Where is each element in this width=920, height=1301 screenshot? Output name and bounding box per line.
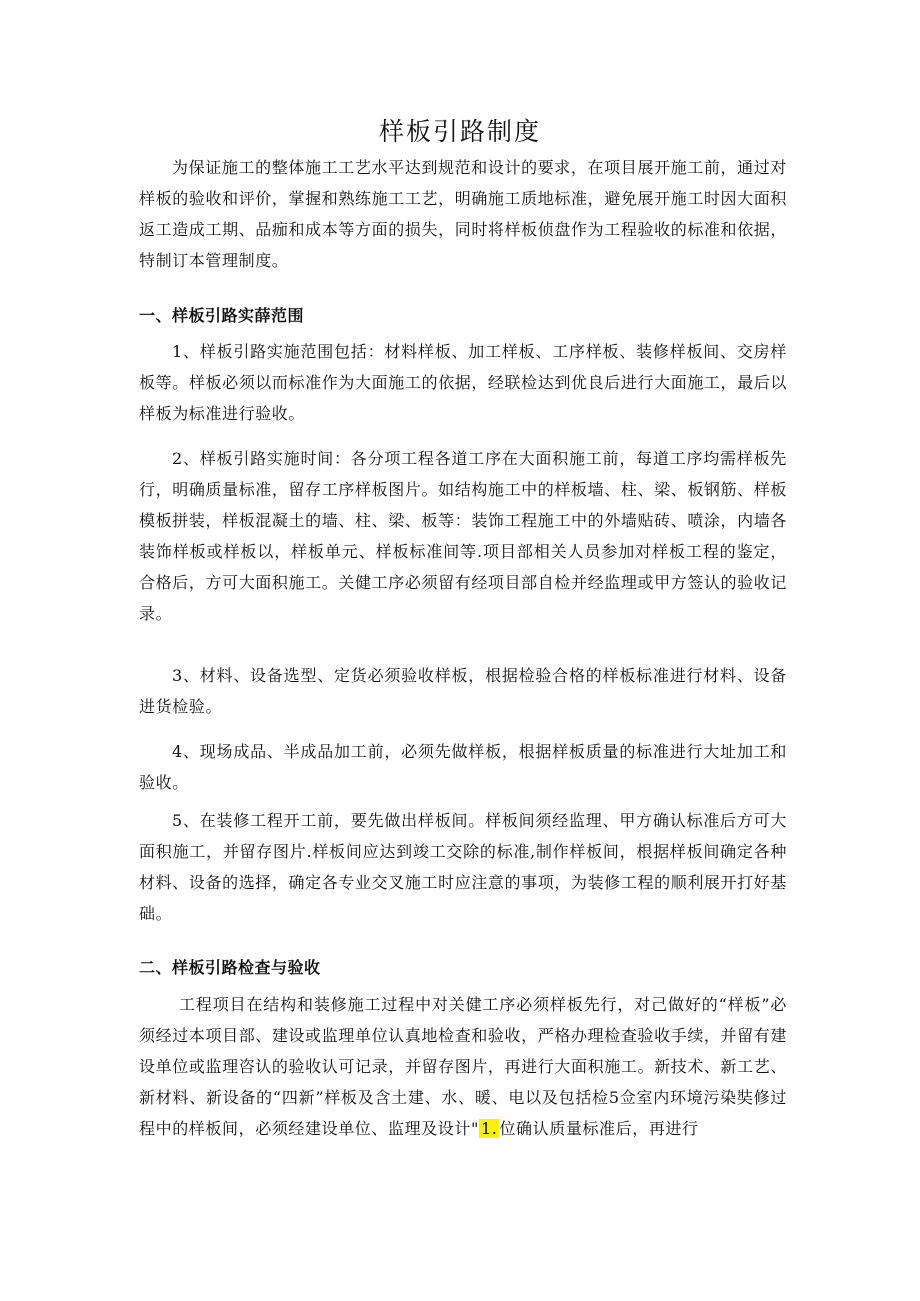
inspection-text-before-mark: 工程项目在结构和装修施工过程中对关健工序必须样板先行，对己做好的“样板”必须经过本项目部、建设或监理单位认真地检查和验收，严格办理检查验收手续，并留有建设单位或监理咨认的验收认可记录，并留存图片，再进行大面积施工。新技术、新工艺、新材料、新设备的“四新”样板及含土建、水、暖、电以及包括检5佥室内环境污染奘修过程中的样板间，必须经建设单位、监理及设计"	[139, 995, 787, 1138]
page-title: 样板引路制度	[378, 117, 541, 146]
inspection-paragraph	[139, 989, 787, 1144]
section-heading-scope: 一、样板引路实薛范围	[139, 306, 305, 325]
scope-item-5: 5、在装修工程开工前，要先做出样板间。样板间须经监理、甲方确认标准后方可大面积施工，并留存图片.样板间应达到竣工交除的标准,制作样板间，根据样板间确定各种材料、设备的选择，确定各专业交叉施工时应注意的事项，为装修工程的顺利展开打好基础。	[139, 811, 787, 923]
scope-item-1: 1、样板引路实施范围包括：材料样板、加工样板、工序样板、装修样板间、交房样板等。样板必须以而标准作为大面施工的依据，经联检达到优良后进行大面施工，最后以样板为标准进行验收。	[139, 342, 787, 423]
inspection-text-after-mark: 位确认质量标准后，再进行	[499, 1119, 699, 1138]
scope-item-2: 2、样板引路实施时间：各分项工程各道工序在大面积施工前，每道工序均需样板先行，明确质量标准，留存工序样板图片。如结构施工中的样板墙、柱、梁、板钢筋、样板模板拼装，样板混凝土的墙、柱、梁、板等：装饰工程施工中的外墙贴砖、喷涂，内墙各装饰样板或样板以，样板单元、样板标准间等.项目部相关人员参加对样板工程的鉴定，合格后，方可大面积施工。关健工序必须留有经项目部自检并经监理或甲方签认的验收记录。	[139, 449, 787, 623]
intro-paragraph: 为保证施工的整体施工工艺水平达到规范和设计的要求，在项目展开施工前，通过对样板的验收和评价，掌握和熟练施工工艺，明确施工质地标准，避免展开施工时因大面积返工造成工期、品痂和成本等方面的损失，同时将样板侦盘作为工程验收的标准和依据，特制订本管理制度。	[139, 158, 787, 270]
scope-item-4: 4、现场成品、半成品加工前，必须先做样板，根据样板质量的标准进行大址加工和验收。	[139, 742, 787, 792]
section-heading-inspection: 二、样板引路检查与验收	[139, 958, 321, 977]
highlighted-mark: 1.	[480, 1119, 498, 1138]
scope-item-3: 3、材料、设备选型、定货必须验收样板，根据检验合格的样板标准进行材料、设备进货检验。	[139, 666, 787, 716]
